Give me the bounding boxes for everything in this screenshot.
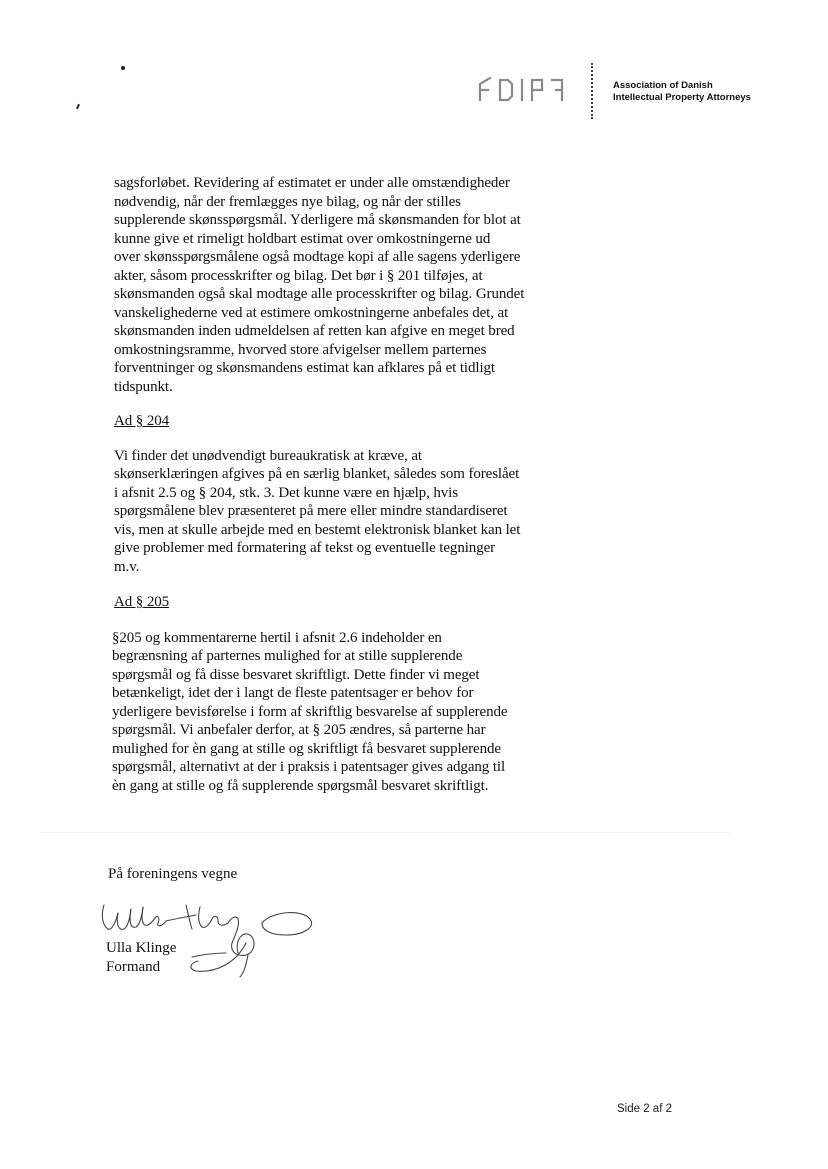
text-line: yderligere bevisførelse i form af skriftlig besvarelse af supplerende [112,703,508,720]
text-line: give problemer med formatering af tekst og eventuelle tegninger [114,540,496,556]
text-line: §205 og kommentarerne hertil i afsnit 2.6 indeholder en [112,629,442,646]
text-line: nødvendig, når der fremlægges nye bilag, og når der stilles [114,193,461,210]
text-line: vanskelighederne ved at estimere omkostningerne anbefales det, at [114,304,509,321]
scan-line [40,832,730,833]
section-204-paragraph [114,447,594,577]
intro-paragraph [114,174,594,396]
page-number: Side 2 af 2 [617,1103,672,1115]
letter-body [114,174,594,795]
svg-text:ADIPA: ADIPA [476,72,479,73]
text-line: tidspunkt. [114,378,173,395]
text-line: kunne give et rimeligt holdbart estimat over omkostningerne ud [114,230,491,247]
text-line: spørgsmål. Vi anbefaler derfor, at § 205 ændres, så parterne har [112,722,486,738]
text-line: begrænsning af parternes mulighed for at stille supplerende [112,648,463,664]
text-line: over skønsspørgsmålene også modtage kopi af alle sagens yderligere [114,249,521,265]
text-line: mulighed for èn gang at stille og skriftligt få besvaret supplerende [112,740,501,757]
text-line: supplerende skønsspørgsmål. Yderligere må skønsmanden for blot at [114,212,521,228]
text-line: skønsmanden også skal modtage alle processkrifter og bilag. Grundet [114,286,525,302]
org-line-2: Intellectual Property Attorneys [613,92,751,103]
text-line: i afsnit 2.5 og § 204, stk. 3. Det kunne være en hjælp, hvis [114,484,458,501]
speck-mark [76,104,80,109]
text-line: omkostningsramme, hvorved store afvigelser mellem parternes [114,341,487,358]
speck-mark [121,66,125,70]
text-line: skønsmanden inden udmeldelsen af retten kan afgive en meget bred [114,323,515,339]
signoff [106,865,237,884]
text-line: Vi finder det unødvendigt bureaukratisk at kræve, at [114,447,422,464]
text-line: akter, såsom processkrifter og bilag. Det bør i § 201 tilføjes, at [114,267,483,284]
section-heading-205: Ad § 205 [114,594,170,610]
signoff-text: På foreningens vegne [108,866,238,882]
text-line: spørgsmål og få disse besvaret skriftligt. Dette finder vi meget [112,666,480,683]
text-line: spørgsmål, alternativt at der i praksis i patentsager gives adgang til [112,759,506,775]
signatory-title: Formand [106,959,161,975]
text-line: èn gang at stille og få supplerende spørgsmål besvaret skriftligt. [112,777,489,794]
organization-name [613,80,751,104]
text-line: m.v. [114,558,140,575]
header-divider [591,63,593,119]
section-heading-204: Ad § 204 [114,413,170,429]
text-line: spørgsmålene blev præsenteret på mere eller mindre standardiseret [114,503,508,519]
section-205-paragraph [112,629,594,796]
text-line: skønserklæringen afgives på en særlig blanket, således som foreslået [114,466,520,482]
text-line: vis, men at skulle arbejde med en bestemt elektronisk blanket kan let [114,521,521,538]
text-line: betænkeligt, idet der i langt de fleste patentsager er behov for [112,685,474,701]
org-line-1: Association of Danish [613,80,713,91]
adipa-logo [476,72,571,106]
text-line: sagsforløbet. Revidering af estimatet er under alle omstændigheder [114,175,510,191]
signatory-name: Ulla Klinge [106,940,177,956]
text-line: forventninger og skønsmandens estimat kan afklares på et tidligt [114,360,496,376]
